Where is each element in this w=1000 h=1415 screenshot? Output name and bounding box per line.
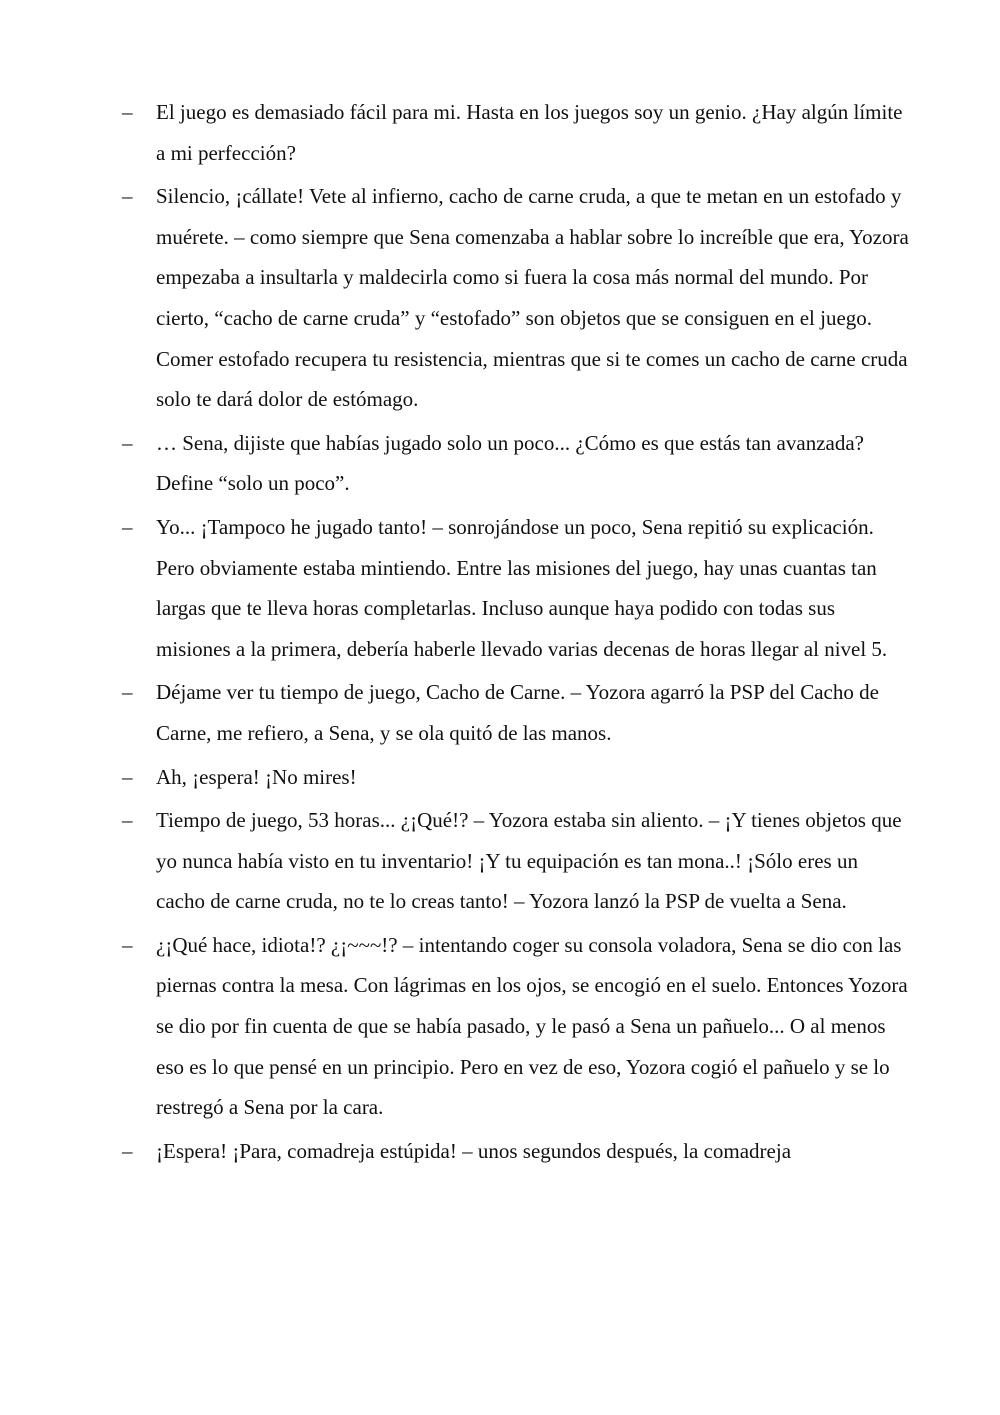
dialogue-text: El juego es demasiado fácil para mi. Hasta en los juegos soy un genio. ¿Hay algún límite a mi perfección?	[156, 100, 903, 165]
dialogue-line	[122, 925, 912, 1128]
dialogue-dash: –	[122, 430, 133, 455]
dialogue-list	[122, 92, 912, 1174]
dialogue-text: ¡Espera! ¡Para, comadreja estúpida! – unos segundos después, la comadreja	[156, 1138, 792, 1163]
dialogue-text: Yo... ¡Tampoco he jugado tanto! – sonrojándose un poco, Sena repitió su explicación. Pero obviamente estaba mintiendo. Entre las misiones del juego, hay unas cuantas tan largas que te lleva horas completarlas. Incluso aunque haya podido con todas sus misiones a la primera, debería haberle llevado varias decenas de horas llegar al nivel 5.	[156, 514, 888, 661]
dialogue-dash: –	[122, 680, 133, 705]
dialogue-dash: –	[122, 184, 133, 209]
dialogue-dash: –	[122, 764, 133, 789]
dialogue-dash: –	[122, 514, 133, 539]
dialogue-line	[122, 800, 912, 922]
dialogue-line	[122, 507, 912, 669]
dialogue-text: Ah, ¡espera! ¡No mires!	[156, 764, 357, 789]
dialogue-line	[122, 1131, 912, 1172]
dialogue-line	[122, 423, 912, 504]
dialogue-line	[122, 176, 912, 420]
dialogue-text: ¿¡Qué hace, idiota!? ¿¡~~~!? – intentando coger su consola voladora, Sena se dio con las piernas contra la mesa. Con lágrimas en los ojos, se encogió en el suelo. Entonces Yozora se dio por fin cuenta de que se había pasado, y le pasó a Sena un pañuelo... O al menos eso es lo que pensé en un principio. Pero en vez de eso, Yozora cogió el pañuelo y se lo restregó a Sena por la cara.	[156, 932, 908, 1120]
dialogue-text: Déjame ver tu tiempo de juego, Cacho de Carne. – Yozora agarró la PSP del Cacho de Carne, me refiero, a Sena, y se ola quitó de las manos.	[156, 680, 879, 745]
dialogue-text: Silencio, ¡cállate! Vete al infierno, cacho de carne cruda, a que te metan en un estofado y muérete. – como siempre que Sena comenzaba a hablar sobre lo increíble que era, Yozora empezaba a insultarla y maldecirla como si fuera la cosa más normal del mundo. Por cierto, “cacho de carne cruda” y “estofado” son objetos que se consiguen en el juego. Comer estofado recupera tu resistencia, mientras que si te comes un cacho de carne cruda solo te dará dolor de estómago.	[156, 184, 909, 412]
dialogue-line	[122, 672, 912, 753]
dialogue-line	[122, 92, 912, 173]
dialogue-dash: –	[122, 932, 133, 957]
dialogue-dash: –	[122, 808, 133, 833]
dialogue-dash: –	[122, 100, 133, 124]
dialogue-text: … Sena, dijiste que habías jugado solo un poco... ¿Cómo es que estás tan avanzada? Define “solo un poco”.	[156, 430, 864, 496]
dialogue-text: Tiempo de juego, 53 horas... ¿¡Qué!? – Yozora estaba sin aliento. – ¡Y tienes objetos que yo nunca había visto en tu inventario! ¡Y tu equipación es tan mona..! ¡Sólo eres un cacho de carne cruda, no te lo creas tanto! – Yozora lanzó la PSP de vuelta a Sena.	[156, 808, 902, 914]
dialogue-line	[122, 757, 912, 798]
dialogue-dash: –	[122, 1138, 133, 1163]
